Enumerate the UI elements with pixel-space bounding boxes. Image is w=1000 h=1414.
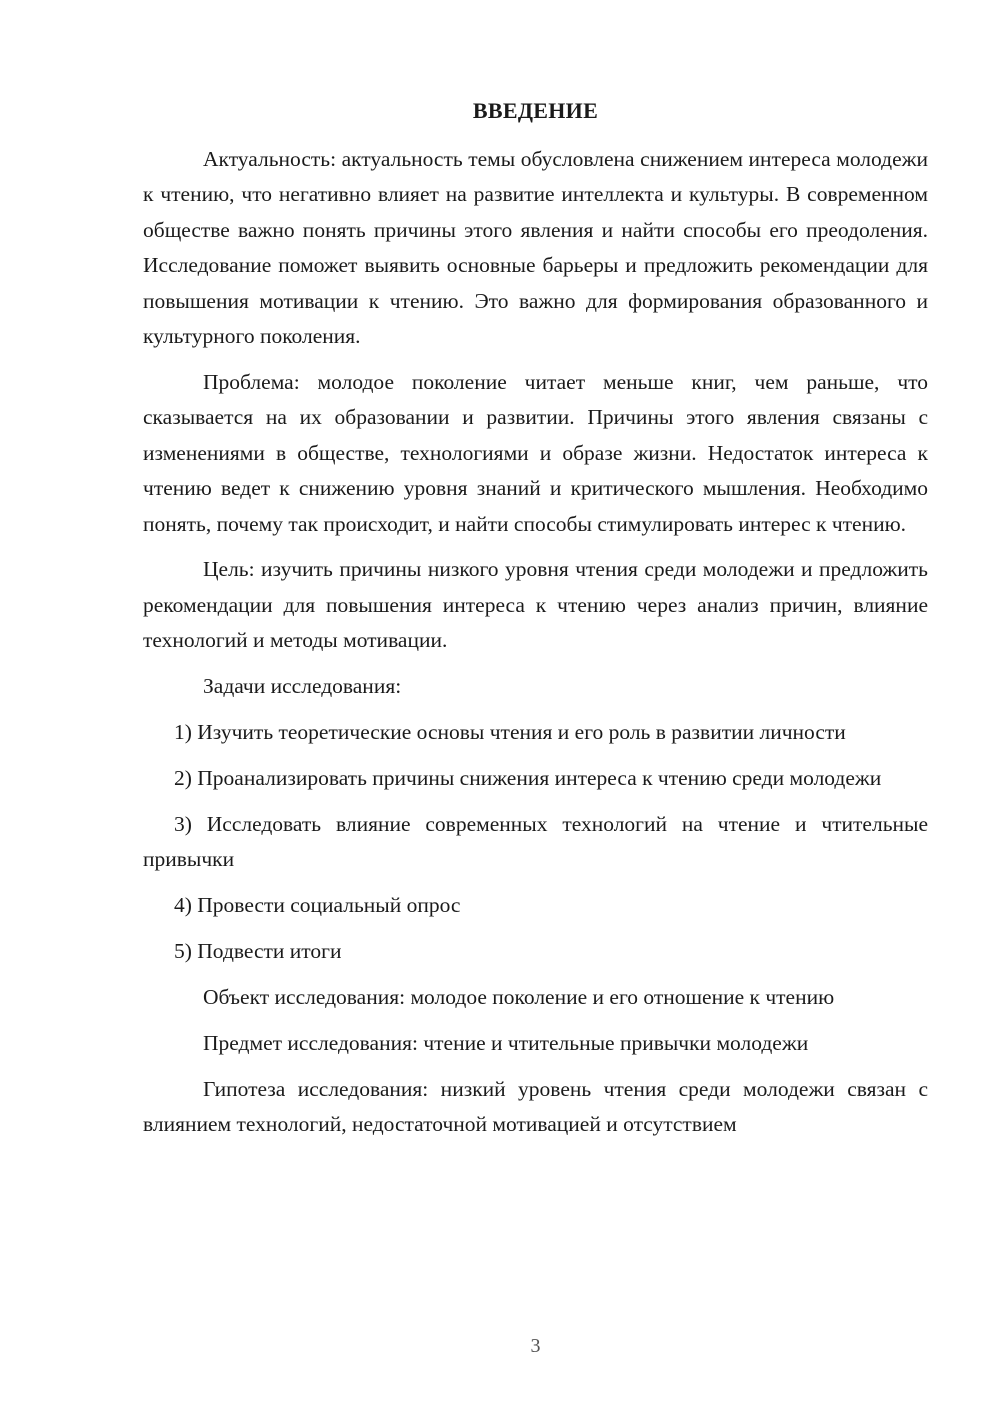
task-item-2: 2) Проанализировать причины снижения интереса к чтению среди молодежи [174, 766, 882, 790]
page-number: 3 [530, 1335, 541, 1357]
document-page [143, 0, 928, 1414]
section-title: ВВЕДЕНИЕ [472, 98, 599, 123]
paragraph-relevance: Актуальность: актуальность темы обусловлена снижением интереса молодежи к чтению, что негативно влияет на развитие интеллекта и культуры. В современном обществе важно понять причины этого явления и найти способы его преодоления. Исследование поможет выявить основные барьеры и предложить рекомендации для повышения мотивации к чтению. Это важно для формирования образованного и культурного поколения. [143, 147, 928, 349]
paragraph-subject: Предмет исследования: чтение и чтительные привычки молодежи [203, 1030, 809, 1055]
task-item-1: 1) Изучить теоретические основы чтения и его роль в развитии личности [174, 720, 846, 745]
paragraph-hypothesis: Гипотеза исследования: низкий уровень чтения среди молодежи связан с влиянием технологий, недостаточной мотивацией и отсутствием [143, 1076, 928, 1137]
task-item-4: 4) Провести социальный опрос [174, 893, 461, 918]
paragraph-problem: Проблема: молодое поколение читает меньше книг, чем раньше, что сказывается на их образовании и развитии. Причины этого явления связаны с изменениями в обществе, технологиями и образе жизни. Недостаток интереса к чтению ведет к снижению уровня знаний и критического мышления. Необходимо понять, почему так происходит, и найти способы стимулировать интерес к чтению. [143, 369, 928, 536]
task-item-3: 3) Исследовать влияние современных технологий на чтение и чтительные привычки [143, 811, 928, 872]
paragraph-object: Объект исследования: молодое поколение и его отношение к чтению [203, 985, 835, 1010]
task-item-5: 5) Подвести итоги [174, 939, 342, 964]
tasks-heading: Задачи исследования: [203, 674, 402, 699]
paragraph-goal: Цель: изучить причины низкого уровня чтения среди молодежи и предложить рекомендации для повышения интереса к чтению через анализ причин, влияние технологий и методы мотивации. [143, 557, 928, 653]
section-body [143, 142, 928, 1153]
